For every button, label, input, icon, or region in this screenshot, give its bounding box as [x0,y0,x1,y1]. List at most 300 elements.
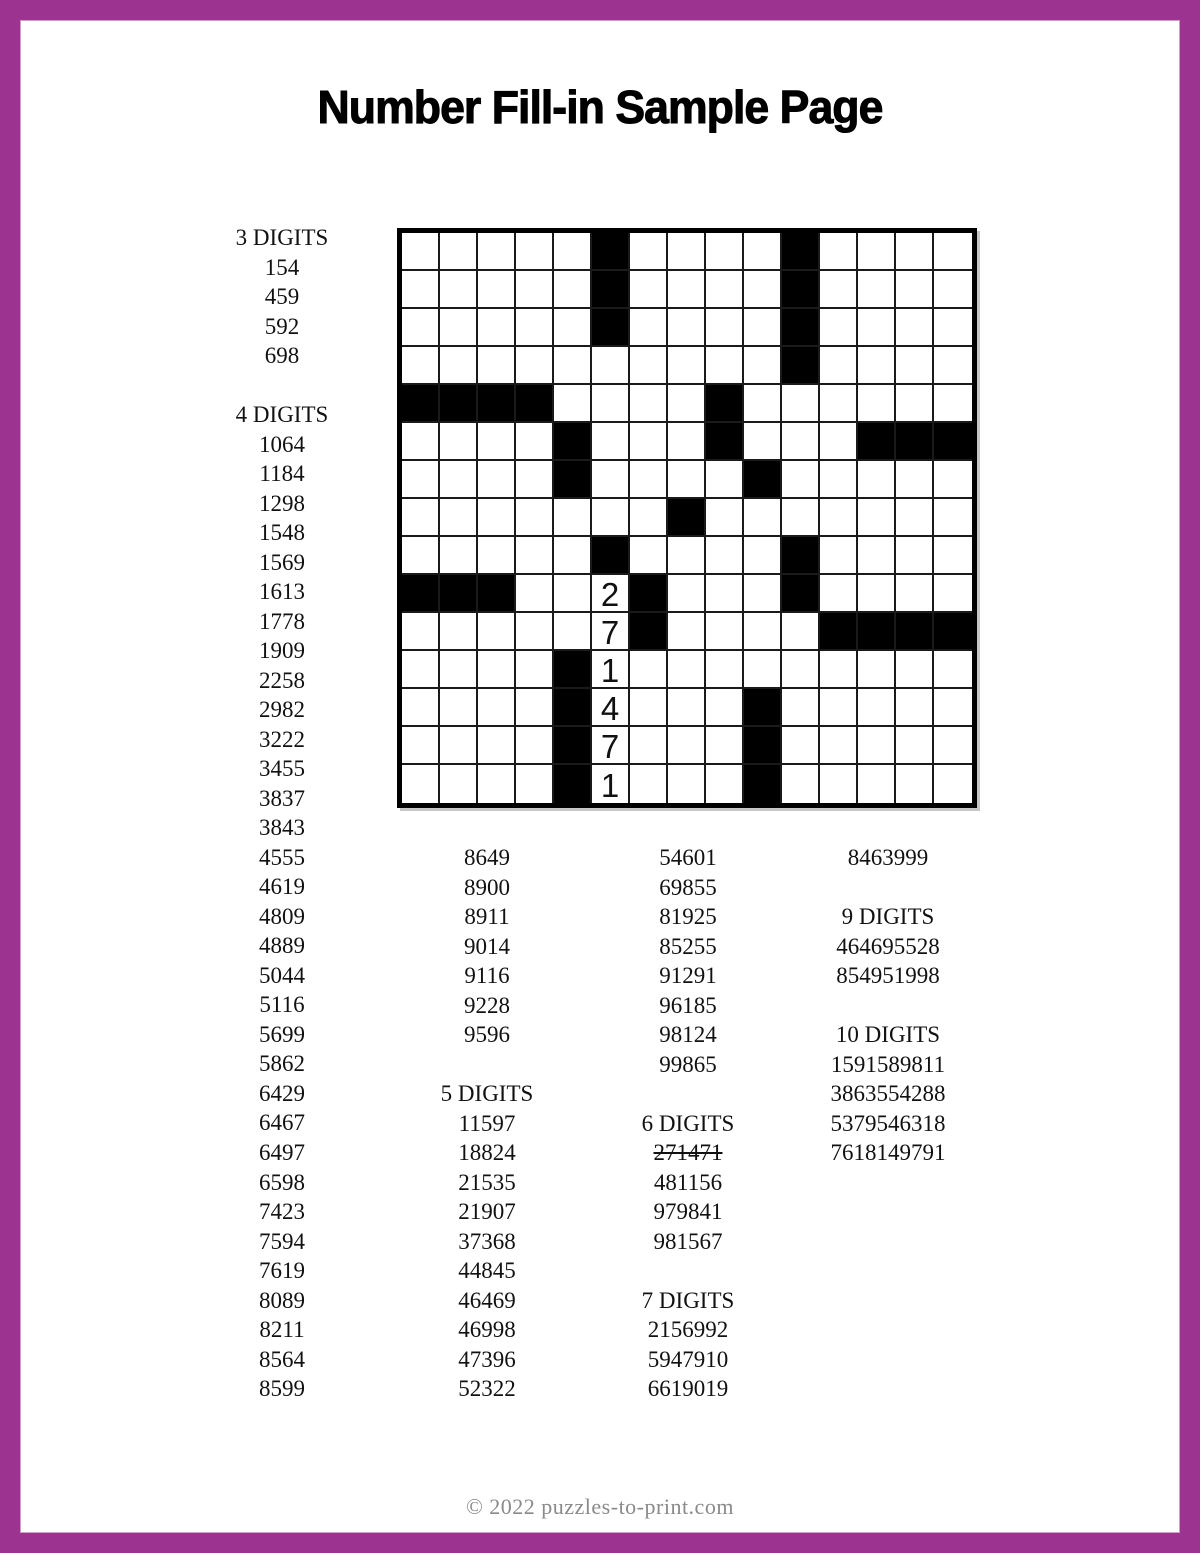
list-number: 481156 [653,1169,723,1195]
grid-cell [440,651,478,689]
grid-cell [592,423,630,461]
grid-cell [478,309,516,347]
grid-cell-black [592,271,630,309]
grid-cell [782,613,820,651]
grid-cell [858,461,896,499]
list-number: 5699 [259,1021,305,1047]
grid-cell [706,575,744,613]
grid-cell [440,233,478,271]
list-number: 18824 [458,1140,516,1166]
grid-cell-black [858,423,896,461]
list-number: 698 [264,343,300,369]
list-number: 6429 [259,1080,305,1106]
grid-cell [478,347,516,385]
grid-cell [440,271,478,309]
grid-cell [744,651,782,689]
grid-cell [934,537,972,575]
list-number: 52322 [458,1376,516,1402]
grid-cell [820,385,858,423]
list-blank-line [588,1079,788,1109]
list-number: 54601 [659,845,717,870]
grid-cell [934,727,972,765]
grid-cell-black [554,461,592,499]
list-number: 6598 [259,1169,305,1195]
grid-cell [516,575,554,613]
grid-cell-black [592,309,630,347]
grid-cell [516,765,554,803]
fill-in-grid [397,228,977,808]
grid-cell-black [554,689,592,727]
grid-cell [744,309,782,347]
list-number: 6497 [259,1139,305,1165]
grid-cell [744,271,782,309]
grid-cell [934,499,972,537]
grid-cell [896,651,934,689]
grid-cell [706,271,744,309]
grid-cell [516,271,554,309]
list-number: 3843 [259,815,305,841]
grid-cell [554,309,592,347]
list-number: 1548 [259,520,305,546]
list-number: 1909 [259,638,305,664]
grid-cell-black [744,765,782,803]
list-number: 1298 [259,490,305,516]
grid-cell [934,347,972,385]
number-list-column-3 [588,843,788,1404]
grid-cell [706,765,744,803]
grid-cell [478,499,516,537]
grid-cell [440,727,478,765]
grid-cell [896,537,934,575]
grid-cell [592,347,630,385]
grid-cell [630,689,668,727]
grid-cell [896,385,934,423]
grid-cell [820,727,858,765]
grid-cell [478,651,516,689]
grid-cell-black [554,423,592,461]
grid-cell [402,689,440,727]
grid-cell [858,575,896,613]
list-number: 81925 [659,904,717,930]
grid-cell [706,309,744,347]
grid-cell [668,233,706,271]
grid-cell [896,271,934,309]
grid-cell [782,689,820,727]
grid-cell [820,423,858,461]
grid-cell [896,499,934,537]
grid-cell [820,309,858,347]
grid-cell [554,271,592,309]
list-section-header: 6 DIGITS [641,1110,735,1136]
grid-cell [668,385,706,423]
grid-cell [706,537,744,575]
grid-cell [516,727,554,765]
grid-cell [934,651,972,689]
grid-cell-black [516,385,554,423]
grid-cell [934,385,972,423]
grid-cell [744,613,782,651]
grid-cell [402,537,440,575]
list-number: 1613 [259,579,305,605]
list-number: 21535 [458,1169,516,1195]
grid-cell [934,233,972,271]
grid-cell [440,537,478,575]
list-blank-line [788,873,988,903]
grid-cell-black [744,461,782,499]
list-number: 4619 [259,874,305,900]
list-number: 3863554288 [830,1081,946,1107]
grid-cell [934,689,972,727]
grid-cell [782,461,820,499]
grid-cell [440,347,478,385]
grid-cell [478,537,516,575]
grid-cell [402,651,440,689]
list-number: 44845 [458,1258,516,1284]
grid-cell [858,727,896,765]
list-number: 1064 [259,431,305,457]
list-number: 8900 [464,874,510,900]
list-number: 8564 [259,1346,305,1372]
list-number: 11597 [458,1110,516,1136]
grid-cell [668,347,706,385]
list-section-header: 3 DIGITS [235,225,329,250]
grid-cell [782,499,820,537]
list-section-header: 5 DIGITS [440,1081,534,1107]
grid-cell [630,233,668,271]
grid-cell-black [668,499,706,537]
grid-cell-black [782,537,820,575]
list-number: 8649 [464,845,510,870]
list-number: 9596 [464,1022,510,1048]
grid-cell [402,309,440,347]
grid-cell-black [706,385,744,423]
grid-cell [630,765,668,803]
grid-cell-filled: 4 [592,689,630,727]
grid-cell [782,423,820,461]
grid-cell [478,613,516,651]
grid-cell-black [782,347,820,385]
grid-cell [402,423,440,461]
list-number: 98124 [659,1022,717,1048]
grid-cell [478,727,516,765]
grid-cell [592,499,630,537]
grid-cell [630,309,668,347]
list-number: 46998 [458,1317,516,1343]
grid-cell [402,727,440,765]
list-section-header: 10 DIGITS [835,1022,941,1048]
list-number: 4809 [259,903,305,929]
grid-cell [630,499,668,537]
grid-cell-black [554,651,592,689]
list-number: 9228 [464,992,510,1018]
list-number: 7594 [259,1228,305,1254]
grid-cell [592,385,630,423]
grid-cell [440,765,478,803]
list-number: 8463999 [847,845,929,870]
list-number: 5947910 [647,1346,729,1372]
list-number: 3222 [259,726,305,752]
grid-cell [744,423,782,461]
grid-cell-black [440,385,478,423]
grid-cell [934,461,972,499]
grid-cell-black [896,423,934,461]
grid-cell [744,347,782,385]
grid-cell [440,499,478,537]
grid-cell-black [592,233,630,271]
grid-cell [934,309,972,347]
grid-cell [896,689,934,727]
grid-cell [858,385,896,423]
grid-cell [668,613,706,651]
grid-cell [934,575,972,613]
list-number: 8211 [259,1317,305,1343]
grid-cell [820,271,858,309]
grid-cell-filled: 2 [592,575,630,613]
list-blank-line [588,1256,788,1286]
grid-cell [440,423,478,461]
grid-cell [668,575,706,613]
list-number: 9014 [464,933,510,959]
grid-cell [554,575,592,613]
grid-cell [630,271,668,309]
grid-cell [820,575,858,613]
number-list-column-4 [788,843,988,1168]
list-number: 5044 [259,962,305,988]
grid-cell [630,727,668,765]
list-number: 3455 [259,756,305,782]
grid-cell [668,537,706,575]
list-section-header: 9 DIGITS [841,904,935,930]
grid-cell [554,347,592,385]
list-number: 2982 [259,697,305,723]
grid-cell [782,385,820,423]
list-number: 8599 [259,1376,305,1402]
list-number: 46469 [458,1287,516,1313]
grid-cell [668,727,706,765]
grid-cell [706,499,744,537]
grid-cell-filled: 7 [592,613,630,651]
grid-cell [516,613,554,651]
list-number: 7618149791 [830,1140,946,1166]
grid-cell [554,537,592,575]
grid-cell [858,651,896,689]
grid-cell [744,233,782,271]
grid-cell [516,537,554,575]
grid-cell [478,461,516,499]
grid-cell [478,689,516,727]
grid-cell-black [858,613,896,651]
grid-cell-black [706,423,744,461]
grid-cell [744,499,782,537]
grid-cell [516,423,554,461]
grid-cell-black [478,385,516,423]
list-number: 1591589811 [830,1051,946,1077]
grid-cell [706,461,744,499]
grid-cell [630,423,668,461]
list-blank-line [788,991,988,1021]
grid-cell-filled: 7 [592,727,630,765]
grid-cell [630,537,668,575]
grid-cell [668,461,706,499]
grid-cell [744,385,782,423]
list-number: 7423 [259,1199,305,1225]
grid-cell-black [820,613,858,651]
list-section-header: 4 DIGITS [235,402,329,428]
list-number: 4555 [259,844,305,870]
grid-cell-black [782,233,820,271]
grid-cell [554,385,592,423]
grid-cell [668,651,706,689]
grid-cell [934,765,972,803]
grid-cell-black [630,575,668,613]
grid-cell [820,461,858,499]
grid-cell [706,347,744,385]
grid-cell [858,765,896,803]
list-number: 69855 [659,874,717,900]
grid-cell [782,727,820,765]
list-number: 8911 [464,904,510,930]
grid-cell [592,461,630,499]
list-number: 3837 [259,785,305,811]
grid-cell [896,575,934,613]
grid-cell [858,271,896,309]
grid-cell [402,765,440,803]
grid-cell [440,613,478,651]
grid-cell-black [782,309,820,347]
grid-cell [896,347,934,385]
grid-cell [402,271,440,309]
grid-cell-black [934,613,972,651]
grid-cell [402,613,440,651]
grid-cell-black [440,575,478,613]
grid-cell-black [554,765,592,803]
grid-cell [820,233,858,271]
list-number: 464695528 [836,933,940,959]
grid-cell [630,347,668,385]
list-number: 592 [264,313,300,339]
grid-cell [896,461,934,499]
grid-cell [516,347,554,385]
grid-cell [402,499,440,537]
grid-cell [402,461,440,499]
list-number: 2156992 [647,1317,729,1343]
grid-cell [858,309,896,347]
grid-cell [706,727,744,765]
grid-cell [896,727,934,765]
grid-cell [516,309,554,347]
grid-cell [896,309,934,347]
grid-cell [896,765,934,803]
list-number: 85255 [659,933,717,959]
grid-cell [934,271,972,309]
list-number: 6467 [259,1110,305,1136]
list-number: 2258 [259,667,305,693]
grid-cell [440,309,478,347]
list-number: 21907 [458,1199,516,1225]
grid-cell-black [478,575,516,613]
grid-cell-black [402,385,440,423]
grid-cell [820,499,858,537]
list-number: 96185 [659,992,717,1018]
grid-cell [554,233,592,271]
grid-cell [744,537,782,575]
grid-cell [820,347,858,385]
list-number: 8089 [259,1287,305,1313]
grid-cell [858,233,896,271]
grid-cell [478,765,516,803]
copyright-footer: © 2022 puzzles-to-print.com [466,1494,734,1519]
list-number: 1569 [259,549,305,575]
grid-cell-black [782,575,820,613]
list-number: 459 [264,284,300,310]
grid-cell [896,233,934,271]
list-number: 1778 [259,608,305,634]
list-number: 7619 [259,1258,305,1284]
list-number: 271471 [653,1140,723,1166]
grid-cell [630,461,668,499]
grid-cell [858,537,896,575]
grid-cell [554,613,592,651]
grid-cell-black [402,575,440,613]
number-list-column-1 [182,223,382,1404]
grid-cell [858,347,896,385]
grid-cell [782,765,820,803]
grid-cell [668,309,706,347]
list-number: 37368 [458,1228,516,1254]
grid-cell [782,651,820,689]
grid-cell [630,651,668,689]
grid-cell-black [592,537,630,575]
grid-cell [402,347,440,385]
list-number: 99865 [659,1051,717,1077]
grid-cell [478,423,516,461]
grid-cell [668,689,706,727]
grid-cell [706,651,744,689]
list-number: 154 [264,254,300,280]
grid-cell [516,499,554,537]
list-number: 91291 [659,963,717,989]
page-title: Number Fill-in Sample Page [317,81,883,133]
list-number: 5116 [259,992,305,1018]
grid-cell [820,765,858,803]
grid-cell [478,271,516,309]
list-blank-line [182,371,382,401]
grid-cell [820,689,858,727]
list-number: 1184 [259,461,305,487]
grid-cell [744,575,782,613]
grid-cell [706,689,744,727]
number-list-column-2 [387,843,587,1404]
grid-cell-black [744,689,782,727]
grid-cell-black [744,727,782,765]
grid-cell [706,233,744,271]
grid-cell [858,499,896,537]
grid-cell [706,613,744,651]
grid-cell [440,689,478,727]
grid-cell [440,461,478,499]
grid-cell-black [630,613,668,651]
grid-cell-filled: 1 [592,765,630,803]
grid-cell-filled: 1 [592,651,630,689]
list-number: 5862 [259,1051,305,1077]
grid-cell [668,271,706,309]
grid-cell [858,689,896,727]
grid-cell-black [554,727,592,765]
grid-cell [402,233,440,271]
list-number: 5379546318 [830,1110,946,1136]
grid-cell [630,385,668,423]
grid-cell [554,499,592,537]
